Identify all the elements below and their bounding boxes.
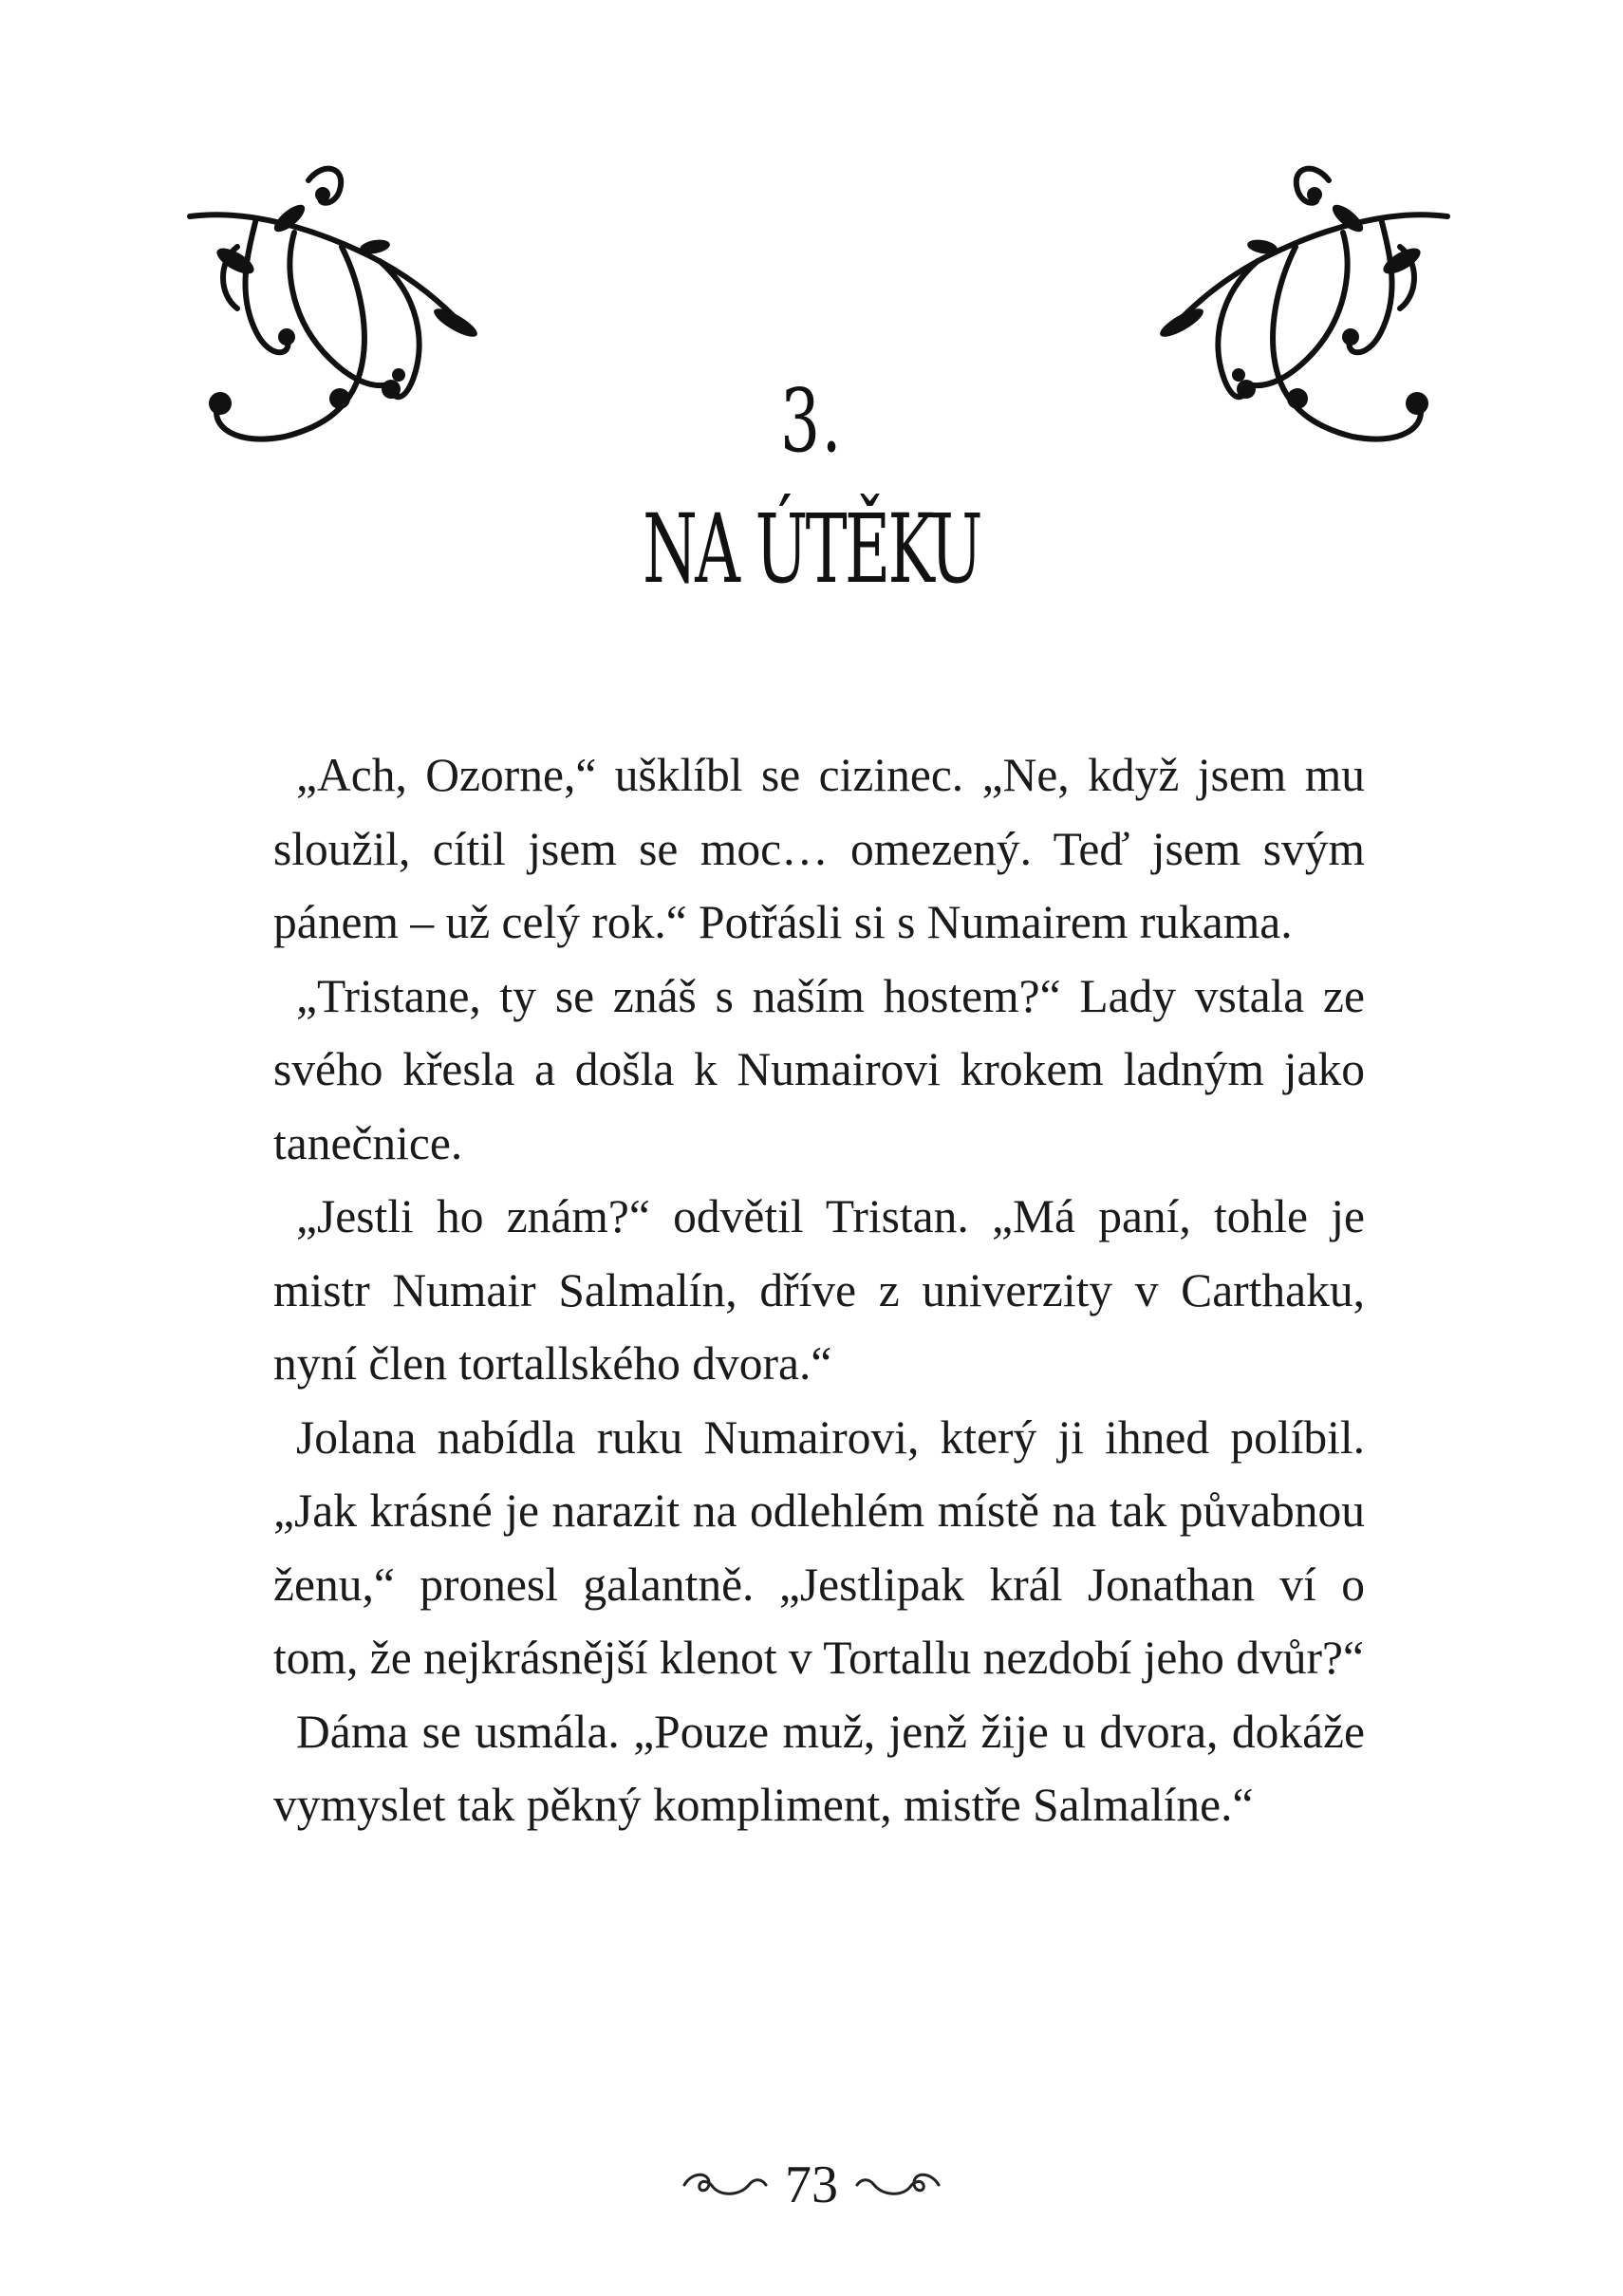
chapter-body [273, 738, 1365, 1842]
page-number: 73 [785, 2156, 838, 2214]
paragraph: „Ach, Ozorne,“ ušklíbl se cizinec. „Ne, když jsem mu sloužil, cítil jsem se moc… omezený. Teď jsem svým pánem – už celý rok.“ Potřásli si s Numairem rukama. [273, 749, 1365, 948]
paragraph: Dáma se usmála. „Pouze muž, jenž žije u dvora, dokáže vymyslet tak pěkný kompliment, mistře Salmalíne.“ [273, 1705, 1365, 1831]
paragraph: Jolana nabídla ruku Numairovi, který ji ihned políbil. „Jak krásné je narazit na odlehlém místě na tak půvabnou ženu,“ pronesl galantně. „Jestlipak král Jonathan ví o tom, že nejkrásnější klenot v Tortallu nezdobí jeho dvůr?“ [273, 1410, 1365, 1684]
chapter-title: NA ÚTĚKU [643, 494, 980, 605]
swirl-flourish-icon [681, 2166, 768, 2204]
chapter-number: 3. [779, 370, 844, 472]
page-footer [0, 2155, 1623, 2215]
swirl-flourish-icon [855, 2166, 942, 2204]
paragraph: „Tristane, ty se znáš s naším hostem?“ Lady vstala ze svého křesla a došla k Numairovi krokem ladným jako tanečnice. [273, 969, 1365, 1169]
paragraph: „Jestli ho znám?“ odvětil Tristan. „Má paní, tohle je mistr Numair Salmalín, dříve z univerzity v Carthaku, nyní člen tortallského dvora.“ [273, 1190, 1365, 1390]
